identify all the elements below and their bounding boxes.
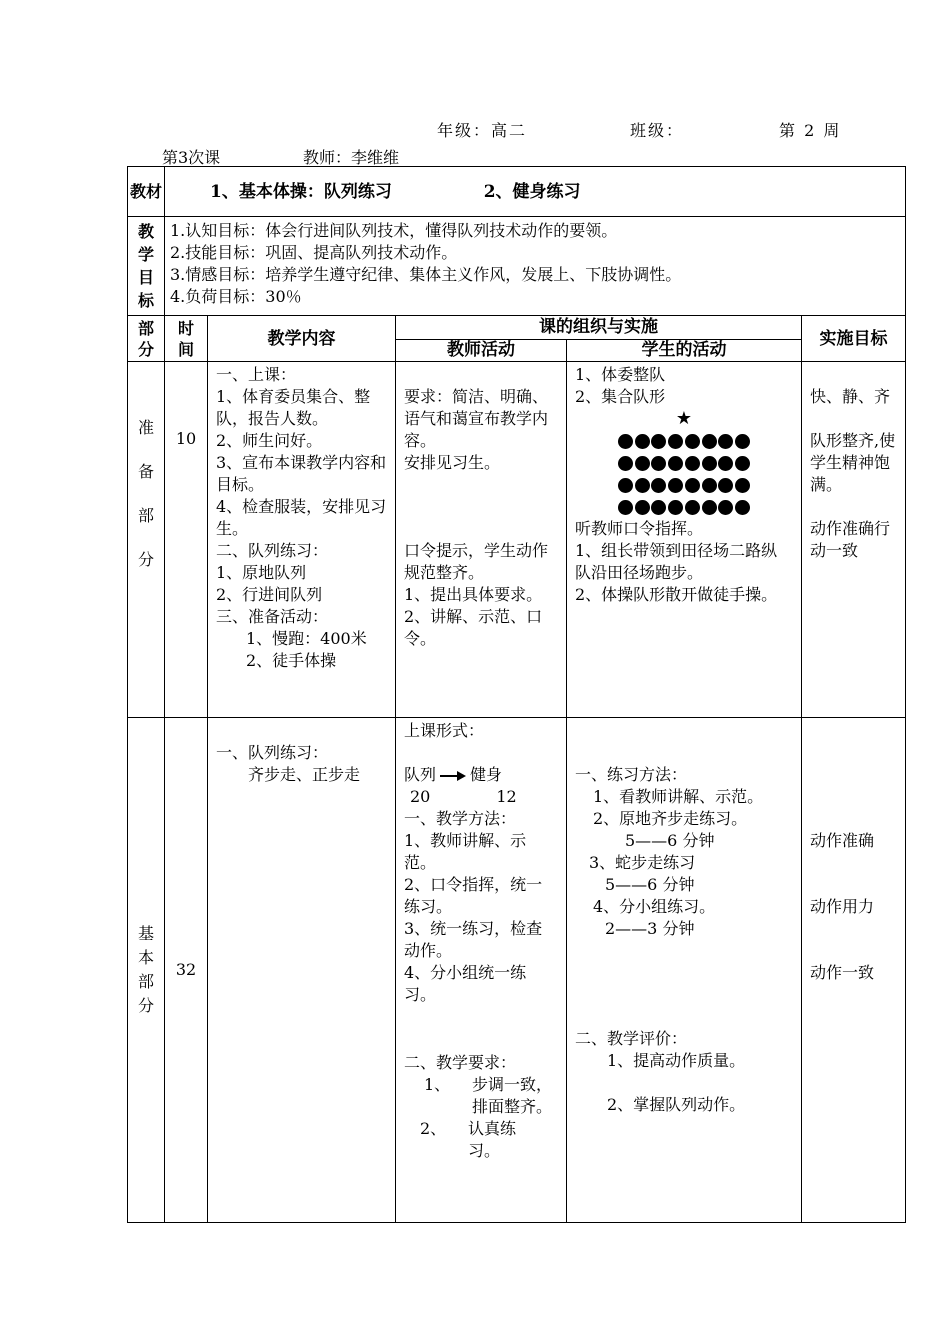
student-dot-icon (718, 434, 733, 449)
prep-label: 准 备 部 分 (128, 362, 165, 718)
student-dot-icon (685, 478, 700, 493)
student-dot-icon (618, 500, 633, 515)
material-item-1: 1、基本体操：队列练习 (210, 181, 392, 202)
student-dot-icon (702, 456, 717, 471)
goal-emotion: 3.情感目标：培养学生遵守纪律、集体主义作风，发展上、下肢协调性。 (170, 265, 682, 284)
lesson-number: 第3次课 (162, 148, 221, 167)
student-dot-icon (735, 456, 750, 471)
basic-label: 基 本 部 分 (128, 718, 165, 1223)
student-dot-icon (635, 500, 650, 515)
student-dot-icon (618, 456, 633, 471)
lesson-plan-table (127, 166, 906, 1223)
goal-cognitive: 1.认知目标：体会行进间队列技术，懂得队列技术动作的要领。 (170, 221, 618, 240)
student-dot-icon (702, 434, 717, 449)
formation-row (618, 496, 750, 518)
col-student-activity: 学生的活动 (567, 340, 802, 362)
col-time: 时间 (165, 316, 208, 362)
prep-content: 一、上课： 1、体育委员集合、整队，报告人数。 2、师生问好。 3、宣布本课教学内容和目标。 4、检查服装，安排见习生。 二、队列练习： 1、原地队列 2、行进间队列 三、准备活动： 1、慢跑：400米 2、徒手体操 (208, 362, 396, 718)
material-item-2: 2、健身练习 (483, 181, 581, 202)
lesson-form-minutes: 20 12 (410, 787, 517, 806)
student-dot-icon (618, 434, 633, 449)
formation-diagram (618, 430, 750, 518)
goals-content (165, 217, 906, 316)
col-org: 课的组织与实施 (396, 316, 802, 340)
student-dot-icon (635, 478, 650, 493)
basic-target: 动作准确 动作用力 动作一致 (802, 718, 906, 1223)
col-target: 实施目标 (802, 316, 906, 362)
student-dot-icon (635, 434, 650, 449)
student-dot-icon (651, 500, 666, 515)
student-dot-icon (718, 456, 733, 471)
requirement-2: 2、 认真练习。 (420, 1119, 517, 1160)
goal-load: 4.负荷目标：30％ (170, 287, 302, 306)
student-dot-icon (668, 434, 683, 449)
student-dot-icon (702, 478, 717, 493)
student-dot-icon (735, 500, 750, 515)
lesson-form-flow: 队列 健身 (404, 765, 503, 784)
basic-teacher-activity: 上课形式： 队列 健身 20 12 一、教学方法： 1、教师讲解、示范。 2、口令指挥，统一练习。 3、统一练习，检查动作。 4、分小组统一练习。 二、教学要求： 1、 步调一致，排面整齐。 2、 认真练习。 (396, 718, 567, 1223)
column-header-row (128, 316, 906, 340)
class-label: 班级： (630, 121, 685, 140)
prep-time: 10 (165, 362, 208, 718)
prep-section-row (128, 362, 906, 718)
prep-student-activity: 1、体委整队 2、集合队形 ★ 听教师口令指挥。 1、组长带领到田径场二路纵队沿田径场跑步。 2、体操队形散开做徒手操。 (567, 362, 802, 718)
prep-teacher-activity: 要求：简洁、明确、 语气和蔼宣布教学内容。 安排见习生。 口令提示，学生动作规范整齐。 1、提出具体要求。 2、讲解、示范、口令。 (396, 362, 567, 718)
formation-row (618, 452, 750, 474)
student-dot-icon (685, 456, 700, 471)
student-dot-icon (651, 478, 666, 493)
grade-label: 年级：高二 (437, 121, 528, 140)
student-dot-icon (685, 500, 700, 515)
col-content: 教学内容 (208, 316, 396, 362)
student-dot-icon (668, 478, 683, 493)
student-dot-icon (651, 434, 666, 449)
student-dot-icon (635, 456, 650, 471)
student-dot-icon (651, 456, 666, 471)
student-dot-icon (618, 478, 633, 493)
student-dot-icon (668, 456, 683, 471)
col-section: 部分 (128, 316, 165, 362)
student-dot-icon (668, 500, 683, 515)
requirement-1: 1、 步调一致，排面整齐。 (424, 1075, 553, 1116)
formation-row (618, 430, 750, 452)
goals-row (128, 217, 906, 316)
prep-target: 快、静、齐 队形整齐,使学生精神饱满。 动作准确行动一致 (802, 362, 906, 718)
basic-section-row (128, 718, 906, 1223)
week-label: 第 2 周 (779, 121, 842, 140)
teacher-star-icon: ★ (675, 408, 693, 429)
basic-content: 一、队列练习： 齐步走、正步走 (208, 718, 396, 1223)
material-content (165, 167, 906, 217)
col-teacher-activity: 教师活动 (396, 340, 567, 362)
arrow-right-icon (440, 771, 466, 781)
formation-row (618, 474, 750, 496)
student-dot-icon (718, 500, 733, 515)
goal-skill: 2.技能目标：巩固、提高队列技术动作。 (170, 243, 458, 262)
student-dot-icon (685, 434, 700, 449)
student-dot-icon (735, 478, 750, 493)
basic-time: 32 (165, 718, 208, 1223)
student-dot-icon (702, 500, 717, 515)
goals-label: 教学目标 (128, 217, 165, 316)
teacher-name: 教师：李维维 (303, 148, 400, 167)
material-label: 教材 (128, 167, 165, 217)
student-dot-icon (718, 478, 733, 493)
material-row (128, 167, 906, 217)
basic-student-activity: 一、练习方法： 1、看教师讲解、示范。 2、原地齐步走练习。 5——6 分钟 3、蛇步走练习 5——6 分钟 4、分小组练习。 2——3 分钟 二、教学评价： 1、提高动作质量。 2、掌握队列动作。 (567, 718, 802, 1223)
student-dot-icon (735, 434, 750, 449)
